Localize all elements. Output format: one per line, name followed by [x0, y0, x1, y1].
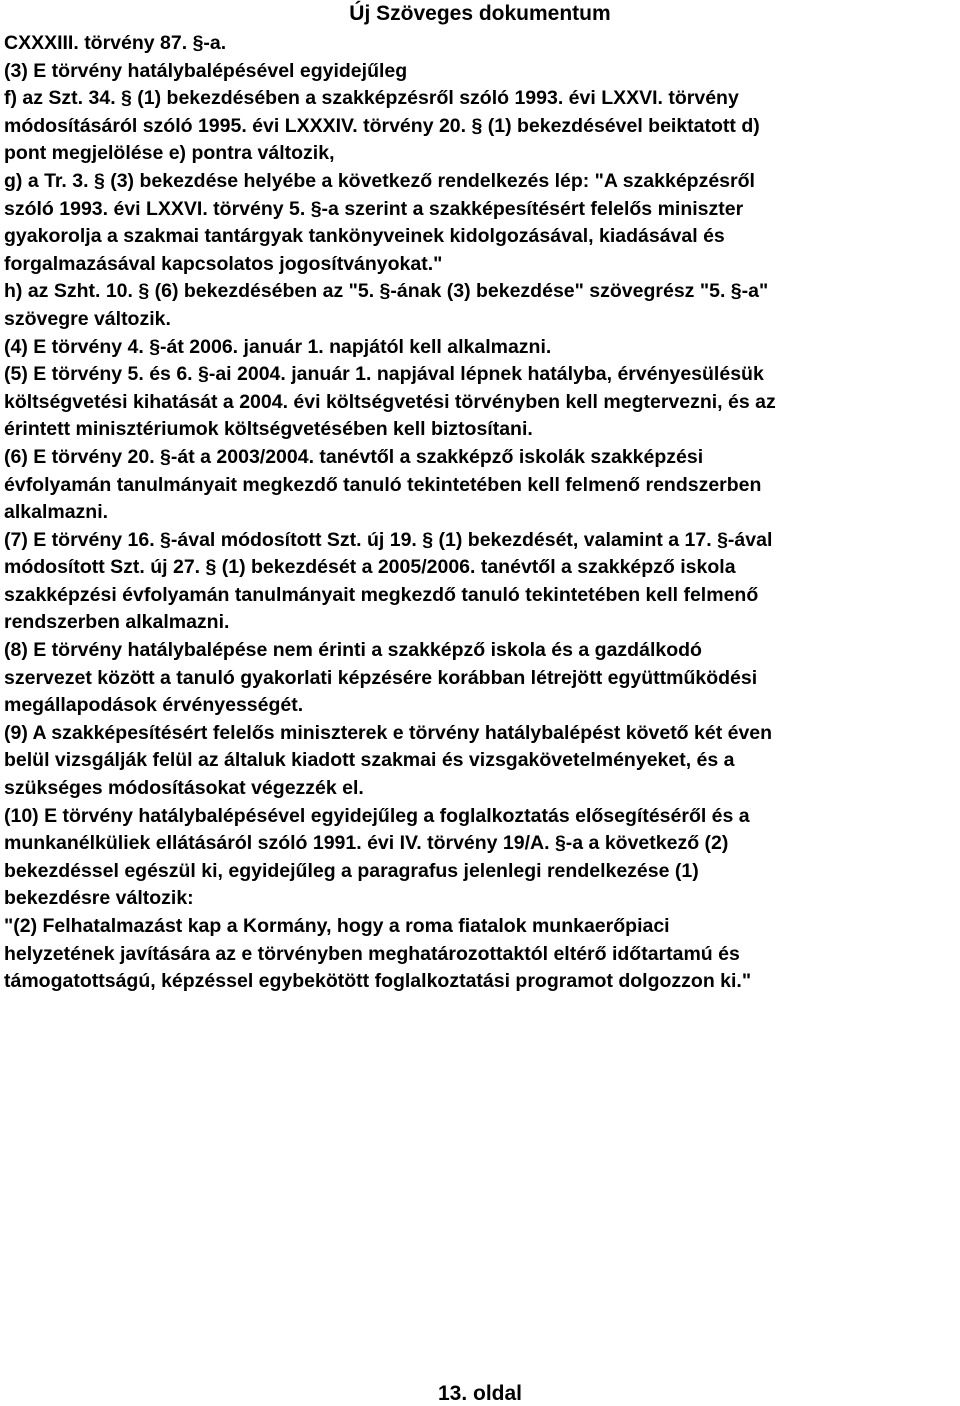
text-line: rendszerben alkalmazni. — [4, 611, 230, 634]
text-line: szükséges módosításokat végezzék el. — [4, 777, 364, 800]
text-line: érintett minisztériumok költségvetésében kell biztosítani. — [4, 418, 533, 441]
text-line: (3) E törvény hatálybalépésével egyidejűleg — [4, 59, 408, 82]
text-line: (4) E törvény 4. §-át 2006. január 1. napjától kell alkalmazni. — [4, 335, 552, 358]
page-number: 13. oldal — [437, 1382, 523, 1405]
text-line: g) a Tr. 3. § (3) bekezdése helyébe a következő rendelkezés lép: "A szakképzésről — [4, 169, 755, 192]
text-line: bekezdésre változik: — [4, 887, 194, 910]
text-line: támogatottságú, képzéssel egybekötött foglalkoztatási programot dolgozzon ki." — [4, 970, 752, 993]
text-line: szóló 1993. évi LXXVI. törvény 5. §-a szerint a szakképesítésért felelős miniszter — [4, 197, 744, 220]
text-line: forgalmazásával kapcsolatos jogosítványokat." — [4, 252, 443, 275]
text-line: pont megjelölése e) pontra változik, — [4, 142, 335, 165]
text-line: (6) E törvény 20. §-át a 2003/2004. tanévtől a szakképző iskolák szakképzési — [4, 445, 704, 468]
text-line: munkanélküliek ellátásáról szóló 1991. évi IV. törvény 19/A. §-a a következő (2) — [4, 832, 729, 855]
text-line: (8) E törvény hatálybalépése nem érinti a szakképző iskola és a gazdálkodó — [4, 639, 702, 662]
text-line: helyzetének javítására az e törvényben meghatározottaktól eltérő időtartamú és — [4, 942, 740, 965]
text-line: szervezet között a tanuló gyakorlati képzésére korábban létrejött együttműködési — [4, 666, 758, 689]
document-body — [4, 30, 960, 996]
text-line: (9) A szakképesítésért felelős miniszterek e törvény hatálybalépést követő két éven — [4, 721, 773, 744]
text-line: (10) E törvény hatálybalépésével egyidejűleg a foglalkoztatás elősegítéséről és a — [4, 804, 750, 827]
text-line: CXXXIII. törvény 87. §-a. — [4, 32, 227, 54]
text-line: módosításáról szóló 1995. évi LXXXIV. törvény 20. § (1) bekezdésével beiktatott d) — [4, 114, 760, 137]
text-line: alkalmazni. — [4, 501, 109, 524]
text-line: költségvetési kihatását a 2004. évi költségvetési törvényben kell megtervezni, és az — [4, 390, 776, 413]
text-line: szövegre változik. — [4, 307, 171, 330]
document-title: Új Szöveges dokumentum — [349, 2, 611, 25]
text-line: (7) E törvény 16. §-ával módosított Szt. új 19. § (1) bekezdését, valamint a 17. §-ával — [4, 528, 773, 551]
text-line: szakképzési évfolyamán tanulmányait megkezdő tanuló tekintetében kell felmenő — [4, 583, 759, 606]
text-line: módosított Szt. új 27. § (1) bekezdését a 2005/2006. tanévtől a szakképző iskola — [4, 556, 736, 579]
text-line: bekezdéssel egészül ki, egyidejűleg a paragrafus jelenlegi rendelkezése (1) — [4, 859, 699, 882]
text-line: megállapodások érvényességét. — [4, 694, 304, 717]
text-line: évfolyamán tanulmányait megkezdő tanuló tekintetében kell felmenő rendszerben — [4, 473, 762, 496]
text-line: f) az Szt. 34. § (1) bekezdésében a szakképzésről szóló 1993. évi LXXVI. törvény — [4, 87, 739, 110]
text-line: gyakorolja a szakmai tantárgyak tankönyveinek kidolgozásával, kiadásával és — [4, 225, 725, 248]
text-line: "(2) Felhatalmazást kap a Kormány, hogy a roma fiatalok munkaerőpiaci — [4, 915, 670, 937]
text-line: belül vizsgálják felül az általuk kiadott szakmai és vizsgakövetelményeket, és a — [4, 749, 735, 772]
text-line: (5) E törvény 5. és 6. §-ai 2004. január 1. napjával lépnek hatályba, érvényesülésük — [4, 363, 764, 386]
text-line: h) az Szht. 10. § (6) bekezdésében az "5. §-ának (3) bekezdése" szövegrész "5. §-a" — [4, 280, 769, 303]
